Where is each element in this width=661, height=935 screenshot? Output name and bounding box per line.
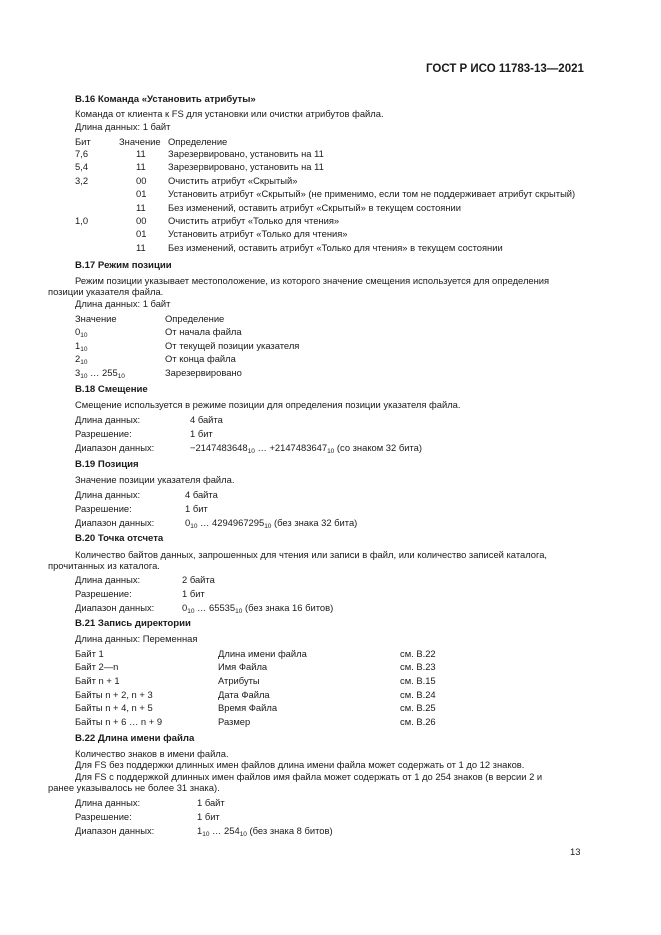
b19-length-label: Длина данных: bbox=[75, 489, 141, 500]
b17-row-def: От конца файла bbox=[165, 353, 236, 364]
b16-row-def: Очистить атрибут «Скрытый» bbox=[168, 175, 298, 186]
section-b16-title: B.16 Команда «Установить атрибуты» bbox=[75, 94, 256, 105]
col-header-value: Значение bbox=[119, 136, 161, 147]
b18-range-label: Диапазон данных: bbox=[75, 442, 155, 453]
b21-row-field: Дата Файла bbox=[218, 689, 270, 700]
b19-range-value: $0_{10}$ … $4294967295_{10}$ (без знака 32 бита) bbox=[185, 517, 358, 530]
b17-row-value: $0_{10}$ bbox=[75, 326, 88, 339]
b17-row-value: $1_{10}$ bbox=[75, 340, 88, 353]
b16-row-bit: 3,2 bbox=[75, 175, 89, 186]
b21-row-bytes: Байты n + 6 … n + 9 bbox=[75, 716, 163, 727]
b22-range-value: $1_{10}$ … $254_{10}$ (без знака 8 битов) bbox=[197, 825, 333, 838]
b21-row-bytes: Байт 2—n bbox=[75, 661, 119, 672]
b21-row-bytes: Байты n + 4, n + 5 bbox=[75, 702, 153, 713]
b21-row-ref: см. B.23 bbox=[400, 661, 436, 672]
b21-row-field: Размер bbox=[218, 716, 251, 727]
b16-row-value: 11 bbox=[136, 202, 146, 213]
section-b17-desc: Режим позиции указывает местоположение, из которого значение смещения используется для определения bbox=[75, 275, 550, 286]
b21-row-bytes: Байты n + 2, n + 3 bbox=[75, 689, 153, 700]
b19-resolution-value: 1 бит bbox=[185, 503, 208, 514]
b16-row-bit: 7,6 bbox=[75, 148, 89, 159]
b16-row-value: 11 bbox=[136, 148, 146, 159]
section-b22-p3-cont: ранее указывалось не более 31 знака). bbox=[48, 782, 220, 793]
b16-row-value: 01 bbox=[136, 228, 147, 239]
b22-length-value: 1 байт bbox=[197, 797, 225, 808]
b20-range-value: $0_{10}$ … $65535_{10}$ (без знака 16 битов) bbox=[182, 602, 334, 615]
b16-row-value: 11 bbox=[136, 161, 146, 172]
b21-row-ref: см. B.24 bbox=[400, 689, 436, 700]
b20-range-label: Диапазон данных: bbox=[75, 602, 155, 613]
section-b22-title: B.22 Длина имени файла bbox=[75, 733, 195, 744]
b16-row-bit: 5,4 bbox=[75, 161, 89, 172]
b16-row-def: Зарезервировано, установить на 11 bbox=[168, 148, 324, 159]
b21-row-ref: см. B.22 bbox=[400, 648, 436, 659]
section-b20-desc: Количество байтов данных, запрошенных для чтения или записи в файл, или количество записей каталога, bbox=[75, 549, 548, 560]
b16-row-value: 11 bbox=[136, 242, 146, 253]
b20-length-label: Длина данных: bbox=[75, 574, 141, 585]
b16-row-value: 01 bbox=[136, 188, 147, 199]
b20-resolution-label: Разрешение: bbox=[75, 588, 132, 599]
b18-length-value: 4 байта bbox=[190, 414, 223, 425]
b16-row-def: Без изменений, оставить атрибут «Скрытый» в текущем состоянии bbox=[168, 202, 462, 213]
section-b20-desc-cont: прочитанных из каталога. bbox=[48, 560, 160, 571]
b20-resolution-value: 1 бит bbox=[182, 588, 205, 599]
b16-row-value: 00 bbox=[136, 215, 147, 226]
section-b16-desc: Команда от клиента к FS для установки или очистки атрибутов файла. bbox=[75, 108, 384, 119]
b17-row-def: От начала файла bbox=[165, 326, 242, 337]
b17-row-value: $3_{10}$ … $255_{10}$ bbox=[75, 367, 125, 380]
b16-row-bit: 1,0 bbox=[75, 215, 89, 226]
b19-length-value: 4 байта bbox=[185, 489, 218, 500]
b18-resolution-label: Разрешение: bbox=[75, 428, 132, 439]
b16-row-value: 00 bbox=[136, 175, 147, 186]
section-b22-p3: Для FS с поддержкой длинных имен файлов имя файла может содержать от 1 до 254 знаков (в версии 2 и bbox=[75, 771, 543, 782]
b20-length-value: 2 байта bbox=[182, 574, 215, 585]
b21-row-field: Длина имени файла bbox=[218, 648, 307, 659]
b22-resolution-value: 1 бит bbox=[197, 811, 220, 822]
col-header-bit: Бит bbox=[75, 136, 91, 147]
col-header-definition: Определение bbox=[165, 313, 225, 324]
section-b19-desc: Значение позиции указателя файла. bbox=[75, 474, 235, 485]
b22-length-label: Длина данных: bbox=[75, 797, 141, 808]
section-b18-title: B.18 Смещение bbox=[75, 384, 148, 395]
b18-range-value: $-2147483648_{10}$ … $+2147483647_{10}$ (со знаком 32 бита) bbox=[190, 442, 422, 455]
section-b22-p1: Количество знаков в имени файла. bbox=[75, 748, 229, 759]
b19-range-label: Диапазон данных: bbox=[75, 517, 155, 528]
b18-resolution-value: 1 бит bbox=[190, 428, 213, 439]
b21-row-bytes: Байт 1 bbox=[75, 648, 104, 659]
b21-row-ref: см. B.15 bbox=[400, 675, 436, 686]
b22-resolution-label: Разрешение: bbox=[75, 811, 132, 822]
document-id: ГОСТ Р ИСО 11783-13—2021 bbox=[426, 63, 584, 75]
section-b19-title: B.19 Позиция bbox=[75, 459, 139, 470]
b17-row-value: $2_{10}$ bbox=[75, 353, 88, 366]
b18-length-label: Длина данных: bbox=[75, 414, 141, 425]
page-number: 13 bbox=[570, 846, 581, 857]
section-b21-length: Длина данных: Переменная bbox=[75, 633, 198, 644]
section-b17-length: Длина данных: 1 байт bbox=[75, 298, 171, 309]
section-b17-title: B.17 Режим позиции bbox=[75, 260, 172, 271]
b16-row-def: Без изменений, оставить атрибут «Только для чтения» в текущем состоянии bbox=[168, 242, 503, 253]
section-b16-length: Длина данных: 1 байт bbox=[75, 121, 171, 132]
b19-resolution-label: Разрешение: bbox=[75, 503, 132, 514]
col-header-definition: Определение bbox=[168, 136, 228, 147]
section-b18-desc: Смещение используется в режиме позиции для определения позиции указателя файла. bbox=[75, 399, 461, 410]
b21-row-ref: см. B.25 bbox=[400, 702, 436, 713]
b21-row-ref: см. B.26 bbox=[400, 716, 436, 727]
b21-row-field: Атрибуты bbox=[218, 675, 260, 686]
section-b20-title: B.20 Точка отсчета bbox=[75, 533, 164, 544]
b21-row-bytes: Байт n + 1 bbox=[75, 675, 120, 686]
b16-row-def: Зарезервировано, установить на 11 bbox=[168, 161, 324, 172]
b16-row-def: Очистить атрибут «Только для чтения» bbox=[168, 215, 340, 226]
b17-row-def: От текущей позиции указателя bbox=[165, 340, 300, 351]
b21-row-field: Имя Файла bbox=[218, 661, 268, 672]
b16-row-def: Установить атрибут «Только для чтения» bbox=[168, 228, 348, 239]
b22-range-label: Диапазон данных: bbox=[75, 825, 155, 836]
section-b21-title: B.21 Запись директории bbox=[75, 618, 191, 629]
b16-row-def: Установить атрибут «Скрытый» (не применимо, если том не поддерживает атрибут скрытый) bbox=[168, 188, 576, 199]
b21-row-field: Время Файла bbox=[218, 702, 278, 713]
b17-row-def: Зарезервировано bbox=[165, 367, 242, 378]
section-b17-desc-cont: позиции указателя файла. bbox=[48, 286, 164, 297]
col-header-value: Значение bbox=[75, 313, 117, 324]
section-b22-p2: Для FS без поддержки длинных имен файлов длина имени файла может содержать от 1 до 12 знаков. bbox=[75, 759, 525, 770]
